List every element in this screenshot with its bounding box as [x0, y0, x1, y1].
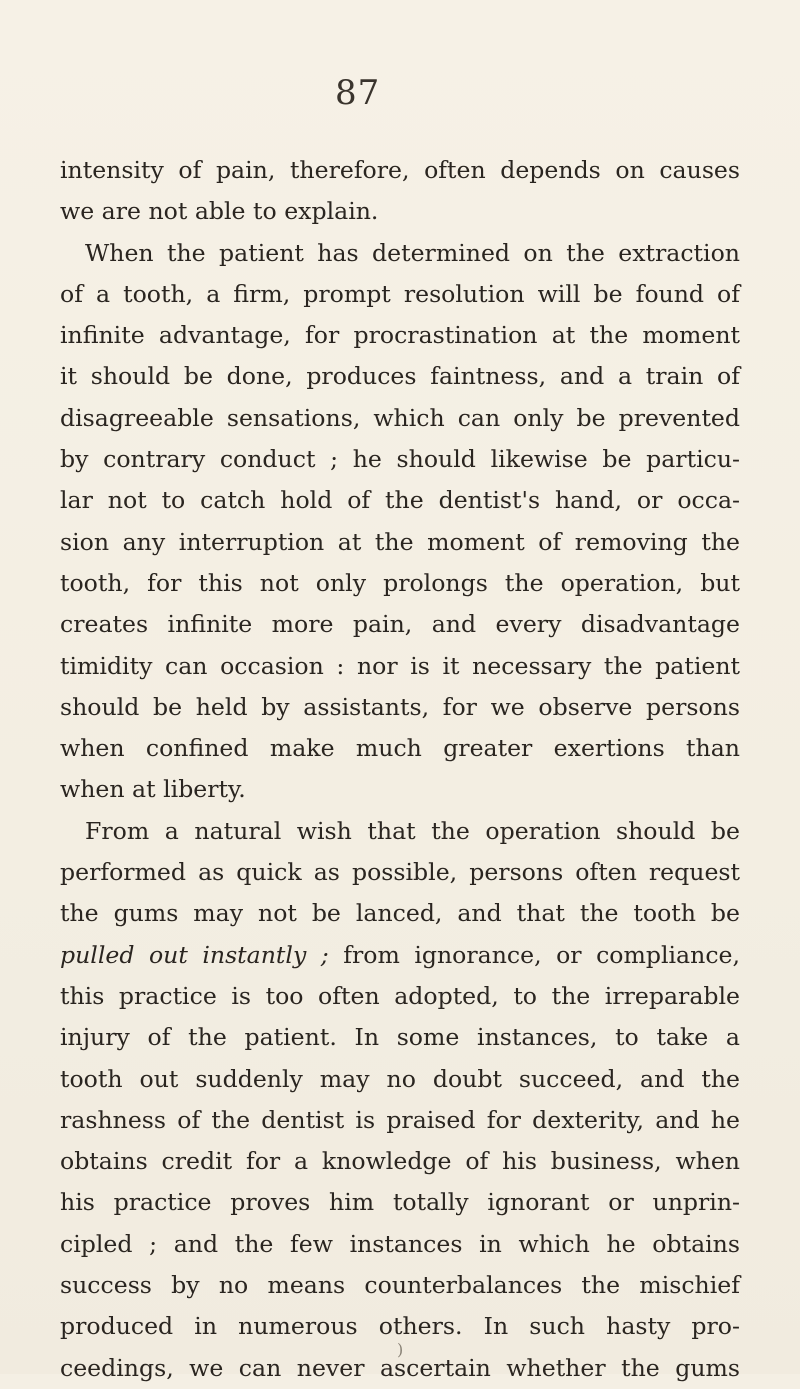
- text-line: ceedings, we can never ascertain whether the gums: [60, 1353, 740, 1382]
- text-line: should be held by assistants, for we observe persons: [60, 692, 740, 721]
- text-line: performed as quick as possible, persons often request: [60, 858, 740, 887]
- text-line: disagreeable sensations, which can only be prevented: [60, 403, 740, 432]
- text-line: From a natural wish that the operation should be: [85, 816, 740, 845]
- text-line: tooth, for this not only prolongs the operation, but: [60, 568, 740, 597]
- text-line: the gums may not be lanced, and that the tooth be: [60, 899, 740, 928]
- text-line: timidity can occasion : nor is it necessary the patient: [60, 651, 740, 680]
- text-line: infinite advantage, for procrastination at the moment: [60, 321, 740, 350]
- text-line: creates infinite more pain, and every disadvantage: [60, 610, 740, 639]
- body-text: [60, 150, 740, 1389]
- footer-mark: ): [397, 1340, 404, 1359]
- page-number: 87: [335, 73, 381, 113]
- text-line: cipled ; and the few instances in which he obtains: [60, 1229, 740, 1258]
- text-line: of a tooth, a firm, prompt resolution will be found of: [60, 279, 740, 308]
- text-line: this practice is too often adopted, to the irreparable: [60, 981, 740, 1010]
- text-line: sion any interruption at the moment of removing the: [60, 527, 740, 556]
- text-line: his practice proves him totally ignorant or unprin-: [60, 1188, 740, 1217]
- text-line: obtains credit for a knowledge of his business, when: [60, 1147, 740, 1176]
- text-line: by contrary conduct ; he should likewise be particu-: [60, 445, 740, 474]
- text-line: rashness of the dentist is praised for dexterity, and he: [60, 1105, 740, 1134]
- text-line: it should be done, produces faintness, and a train of: [60, 362, 740, 391]
- text-line-rest: from ignorance, or compliance,: [328, 940, 740, 969]
- text-line: produced in numerous others. In such hasty pro-: [60, 1312, 740, 1341]
- text-line: when confined make much greater exertions than: [60, 734, 740, 763]
- text-line: tooth out suddenly may no doubt succeed, and the: [60, 1064, 740, 1093]
- text-line-italic-lead: [60, 935, 740, 976]
- text-line: intensity of pain, therefore, often depends on causes: [60, 156, 740, 184]
- text-line: success by no means counterbalances the mischief: [60, 1271, 740, 1300]
- text-line: injury of the patient. In some instances, to take a: [60, 1023, 740, 1052]
- text-line: When the patient has determined on the extraction: [85, 238, 740, 267]
- text-line: lar not to catch hold of the dentist's hand, or occa-: [60, 486, 740, 515]
- text-line: when at liberty.: [60, 775, 246, 804]
- italic-phrase: pulled out instantly ;: [60, 940, 329, 969]
- text-line: we are not able to explain.: [60, 197, 379, 226]
